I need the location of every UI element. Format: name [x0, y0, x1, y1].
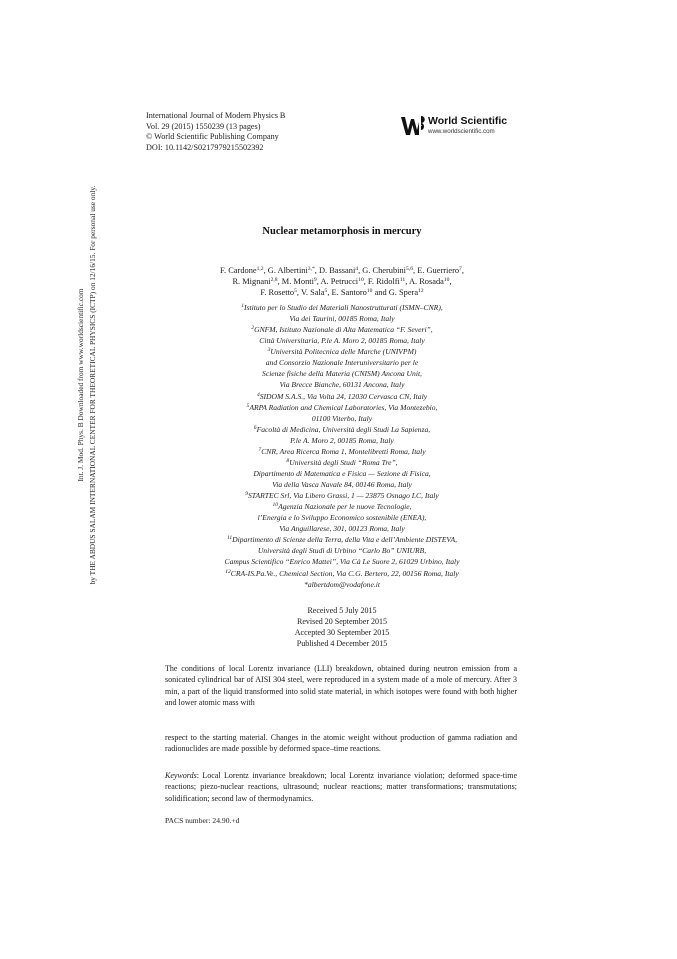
author: F. Rosetto$^5$: [260, 288, 297, 298]
affiliation-line: $^6$Facoltà di Medicina, Università degli Studi La Sapienza,: [253, 424, 431, 434]
author: M. Monti$^9$: [281, 277, 317, 287]
author: R. Mignani$^{2,8}$: [232, 277, 278, 287]
author: E. Santoro$^{10}$: [331, 288, 373, 298]
journal-volume: Vol. 29 (2015) 1550239 (13 pages): [146, 121, 261, 131]
pacs-number: PACS number: 24.90.+d: [165, 816, 240, 825]
keywords-text: : Local Lorentz invariance breakdown; local Lorentz invariance violation; deformed space-time reactions; piezo-nuclear reactions, ultrasound; nuclear reactions; matter transformations; transmutations; solidification; second law of thermodynamics.: [165, 771, 517, 803]
author-line: F. Rosetto$^5$, V. Sala$^5$, E. Santoro$^{10}$ and G. Spera$^{12}$: [260, 288, 424, 298]
keywords-label: Keywords: [165, 771, 197, 780]
sidebar-line: Int. J. Mod. Phys. B Downloaded from www.worldscientific.com: [76, 288, 85, 482]
author: A. Petrucci$^{10}$: [320, 277, 364, 287]
paper-title: Nuclear metamorphosis in mercury: [262, 226, 422, 237]
affiliation-line: Università degli Studi di Urbino “Carlo Bo” UNIURB,: [257, 546, 427, 556]
journal-doi: DOI: 10.1142/S0217979215502392: [146, 142, 264, 152]
affiliation-line: $^8$Università degli Studi “Roma Tre”,: [286, 457, 398, 467]
affiliation-line: $^{12}$CRA-IS.Pa.Ve., Chemical Section, Via C.G. Bertero, 22, 00156 Roma, Italy: [225, 568, 459, 578]
affiliation-line: Via Brecce Bianche, 60131 Ancona, Italy: [279, 380, 405, 390]
author: V. Sala$^5$: [300, 288, 328, 298]
affiliation-line: Campus Scientifico “Enrico Mattei”, Via Cà Le Suore 2, 61029 Urbino, Italy: [224, 557, 460, 567]
date-received: Received 5 July 2015: [307, 606, 377, 615]
affiliation-line: Via Anguillarese, 301, 00123 Roma, Italy: [279, 524, 405, 534]
affiliation-line: $^{10}$Agenzia Nazionale per le nuove Tecnologie,: [272, 502, 412, 512]
journal-name: International Journal of Modern Physics B: [146, 111, 286, 120]
download-sidebar: [75, 105, 98, 665]
author: D. Bassani$^4$: [318, 266, 359, 275]
world-scientific-logo-icon: [400, 113, 426, 139]
author-line: R. Mignani$^{2,8}$, M. Monti$^9$, A. Petrucci$^{10}$, F. Ridolfi$^{11}$, A. Rosada$^{10}$,: [232, 277, 452, 287]
author: F. Ridolfi$^{11}$: [367, 277, 406, 287]
publisher-logo: [400, 113, 540, 139]
sidebar-line: by THE ABDUS SALAM INTERNATIONAL CENTER FOR THEORETICAL PHYSICS (ICTP) on 12/16/15. For personal use only.: [87, 185, 97, 585]
keywords: [165, 770, 517, 804]
affiliation-line: Città Universitaria, P.le A. Moro 2, 00185 Roma, Italy: [259, 336, 425, 346]
affiliation-line: and Consorzio Nazionale Interuniversitario per le: [265, 358, 419, 368]
affiliation-line: 01100 Viterbo, Italy: [311, 413, 373, 423]
date-published: Published 4 December 2015: [296, 639, 388, 648]
journal-header: [146, 111, 285, 153]
affiliation-line: Scienze fisiche della Materia (CNISM) Ancona Unit,: [262, 369, 422, 379]
affiliation-line: $^9$STARTEC Srl, Via Libero Grassi, 1 — 23875 Osnago LC, Italy: [245, 491, 439, 501]
affiliation-line: Via dei Taurini, 00185 Roma, Italy: [289, 314, 395, 324]
publisher-name: World Scientific: [428, 115, 508, 127]
author: G. Spera$^{12}$: [388, 288, 424, 298]
corresponding-email: *albertdom@vodafone.it: [304, 579, 380, 589]
abstract-part-2: respect to the starting material. Changes in the atomic weight without production of gamma radiation and radionuclides are made possible by deformed space–time reactions.: [165, 733, 517, 754]
affiliation-line: l’Energia e lo Sviluppo Economico sostenibile (ENEA),: [257, 513, 427, 523]
affiliation-line: $^3$Università Politecnica delle Marche (UNIVPM): [267, 347, 417, 357]
date-revised: Revised 20 September 2015: [297, 617, 387, 626]
journal-copyright: © World Scientific Publishing Company: [146, 132, 279, 142]
affiliation-line: $^5$ARPA Radiation and Chemical Laboratories, Via Montezebio,: [246, 402, 438, 412]
affiliation-line: $^4$SIDOM S.A.S., Via Volta 24, 12030 Cervasca CN, Italy: [256, 391, 428, 401]
publisher-url: www.worldscientific.com: [428, 128, 495, 135]
affiliation-line: Dipartimento di Matematica e Fisica — Sezione di Fisica,: [253, 468, 431, 478]
author-line: F. Cardone$^{1,2}$, G. Albertini$^{3,*}$, D. Bassani$^4$, G. Cherubini$^{5,6}$, E. Guerriero$^7$,: [220, 266, 464, 275]
affiliation-line: $^{11}$Dipartimento di Scienze della Terra, della Vita e dell’Ambiente DISTEVA,: [226, 535, 458, 545]
author-list: [146, 265, 538, 299]
publication-dates: [146, 605, 538, 649]
affiliation-line: Via della Vasca Navale 84, 00146 Roma, Italy: [272, 480, 412, 489]
author: E. Guerriero$^7$: [417, 266, 462, 275]
abstract-part-1: The conditions of local Lorentz invariance (LLI) breakdown, obtained during neutron emission from a sonicated cylindrical bar of AISI 304 steel, were reproduced in a system made of a mole of mercury. After 3 min, a part of the liquid transformed into solid state material, in which isotopes were found with both higher and lower atomic mass with: [165, 664, 517, 707]
author: G. Albertini$^{3,*}$: [267, 266, 315, 275]
affiliation-line: $^2$GNFM, Istituto Nazionale di Alta Matematica “F. Severi”,: [251, 325, 433, 335]
author: F. Cardone$^{1,2}$: [220, 266, 264, 275]
author: G. Cherubini$^{5,6}$: [362, 266, 413, 275]
affiliation-line: P.le A. Moro 2, 00185 Roma, Italy: [290, 435, 394, 445]
author: A. Rosada$^{10}$: [408, 277, 450, 287]
affiliation-list: [146, 302, 538, 590]
affiliation-line: $^1$Istituto per lo Studio dei Materiali Nanostrutturati (ISMN–CNR),: [241, 303, 443, 312]
date-accepted: Accepted 30 September 2015: [294, 628, 390, 637]
affiliation-line: $^7$CNR, Area Ricerca Roma 1, Montelibretti Roma, Italy: [258, 446, 426, 456]
